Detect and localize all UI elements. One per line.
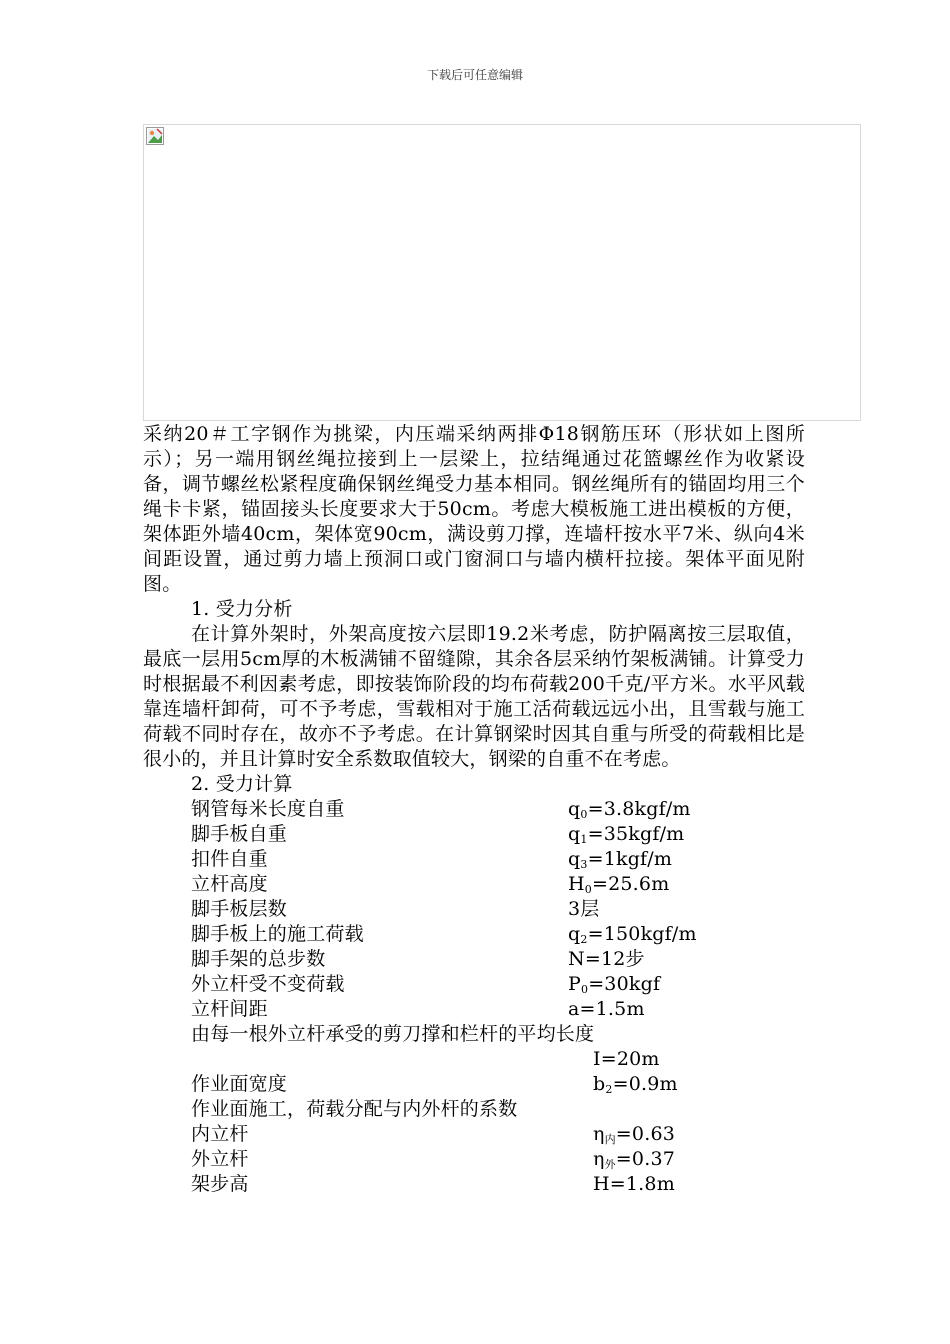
- coefficient-label: 内立杆: [191, 1123, 249, 1145]
- parameter-row: [143, 947, 805, 972]
- parameter-label: 立杆间距: [191, 998, 268, 1020]
- parameter-value: $q_0=3.8kgf/m$: [568, 798, 691, 821]
- coefficient-value: $\eta_内=0.63$: [593, 1123, 676, 1146]
- width-label: 作业面宽度: [191, 1073, 288, 1095]
- width-row: [143, 1072, 805, 1097]
- figure-placeholder: [143, 124, 861, 421]
- coefficient-label: 外立杆: [191, 1148, 249, 1170]
- parameter-value: $q_1=35kgf/m$: [568, 823, 685, 846]
- step-row: [143, 1172, 805, 1197]
- coefficient-row: [143, 1122, 805, 1147]
- width-value: $b_2=0.9m$: [593, 1073, 678, 1096]
- section-2-title: 2. 受力计算: [191, 773, 293, 795]
- coef-label: 作业面施工，荷载分配与内外杆的系数: [191, 1098, 518, 1120]
- parameter-label: 钢管每米长度自重: [191, 798, 345, 820]
- parameter-row: [143, 822, 805, 847]
- parameter-value: $H_0=25.6m$: [568, 873, 670, 896]
- avg-length-label-row: [143, 1022, 805, 1047]
- step-value: H=1.8m: [593, 1173, 675, 1195]
- document-body: [143, 422, 805, 1197]
- coefficient-row: [143, 1147, 805, 1172]
- parameter-row: [143, 997, 805, 1022]
- parameter-label: 脚手板层数: [191, 898, 288, 920]
- page-header: 下载后可任意编辑: [426, 68, 523, 82]
- parameter-row: [143, 972, 805, 997]
- parameter-row: [143, 897, 805, 922]
- parameter-label: 立杆高度: [191, 873, 268, 895]
- coefficient-list: [143, 1122, 805, 1172]
- avg-length-label: 由每一根外立杆承受的剪刀撑和栏杆的平均长度: [191, 1023, 595, 1045]
- section-1-body: 在计算外架时，外架高度按六层即19.2米考虑，防护隔离按三层取值，最底一层用5cm厚的木板满铺不留缝隙，其余各层采纳竹架板满铺。计算受力时根据最不利因素考虑，即按装饰阶段的均布荷载200千克/平方米。水平风载靠连墙杆卸荷，可不予考虑，雪载相对于施工活荷载远远小出，且雪载与施工荷载不同时存在，故亦不予考虑。在计算钢梁时因其自重与所受的荷载相比是很小的，并且计算时安全系数取值较大，钢梁的自重不在考虑。: [143, 623, 805, 770]
- parameter-value: N=12步: [568, 948, 645, 970]
- step-label: 架步高: [191, 1173, 249, 1195]
- parameter-label: 脚手架的总步数: [191, 948, 326, 970]
- parameter-label: 脚手板上的施工荷载: [191, 923, 364, 945]
- parameter-row: [143, 847, 805, 872]
- avg-length-value-row: [143, 1047, 805, 1072]
- parameter-list: [143, 797, 805, 1022]
- intro-paragraph: 采纳20＃工字钢作为挑梁，内压端采纳两排Φ18钢筋压环（形状如上图所示）；另一端用钢丝绳拉接到上一层梁上，拉结绳通过花篮螺丝作为收紧设备，调节螺丝松紧程度确保钢丝绳受力基本相同。钢丝绳所有的锚固均用三个绳卡卡紧，锚固接头长度要求大于50cm。考虑大模板施工进出模板的方便，架体距外墙40cm，架体宽90cm，满设剪刀撑，连墙杆按水平7米、纵向4米间距设置，通过剪力墙上预洞口或门窗洞口与墙内横杆拉接。架体平面见附图。: [143, 423, 805, 595]
- parameter-row: [143, 922, 805, 947]
- parameter-value: $q_2=150kgf/m$: [568, 923, 697, 946]
- avg-length-value: I=20m: [593, 1048, 660, 1070]
- parameter-label: 扣件自重: [191, 848, 268, 870]
- broken-image-icon: [146, 127, 164, 145]
- parameter-value: $P_0=30kgf$: [568, 973, 661, 996]
- coefficient-value: $\eta_外=0.37$: [593, 1148, 676, 1171]
- section-1-title: 1. 受力分析: [191, 598, 293, 620]
- parameter-value: $q_3=1kgf/m$: [568, 848, 673, 871]
- parameter-value: a=1.5m: [568, 998, 645, 1020]
- parameter-value: 3层: [568, 898, 600, 920]
- parameter-label: 外立杆受不变荷载: [191, 973, 345, 995]
- coef-label-row: [143, 1097, 805, 1122]
- parameter-row: [143, 872, 805, 897]
- parameter-row: [143, 797, 805, 822]
- parameter-label: 脚手板自重: [191, 823, 288, 845]
